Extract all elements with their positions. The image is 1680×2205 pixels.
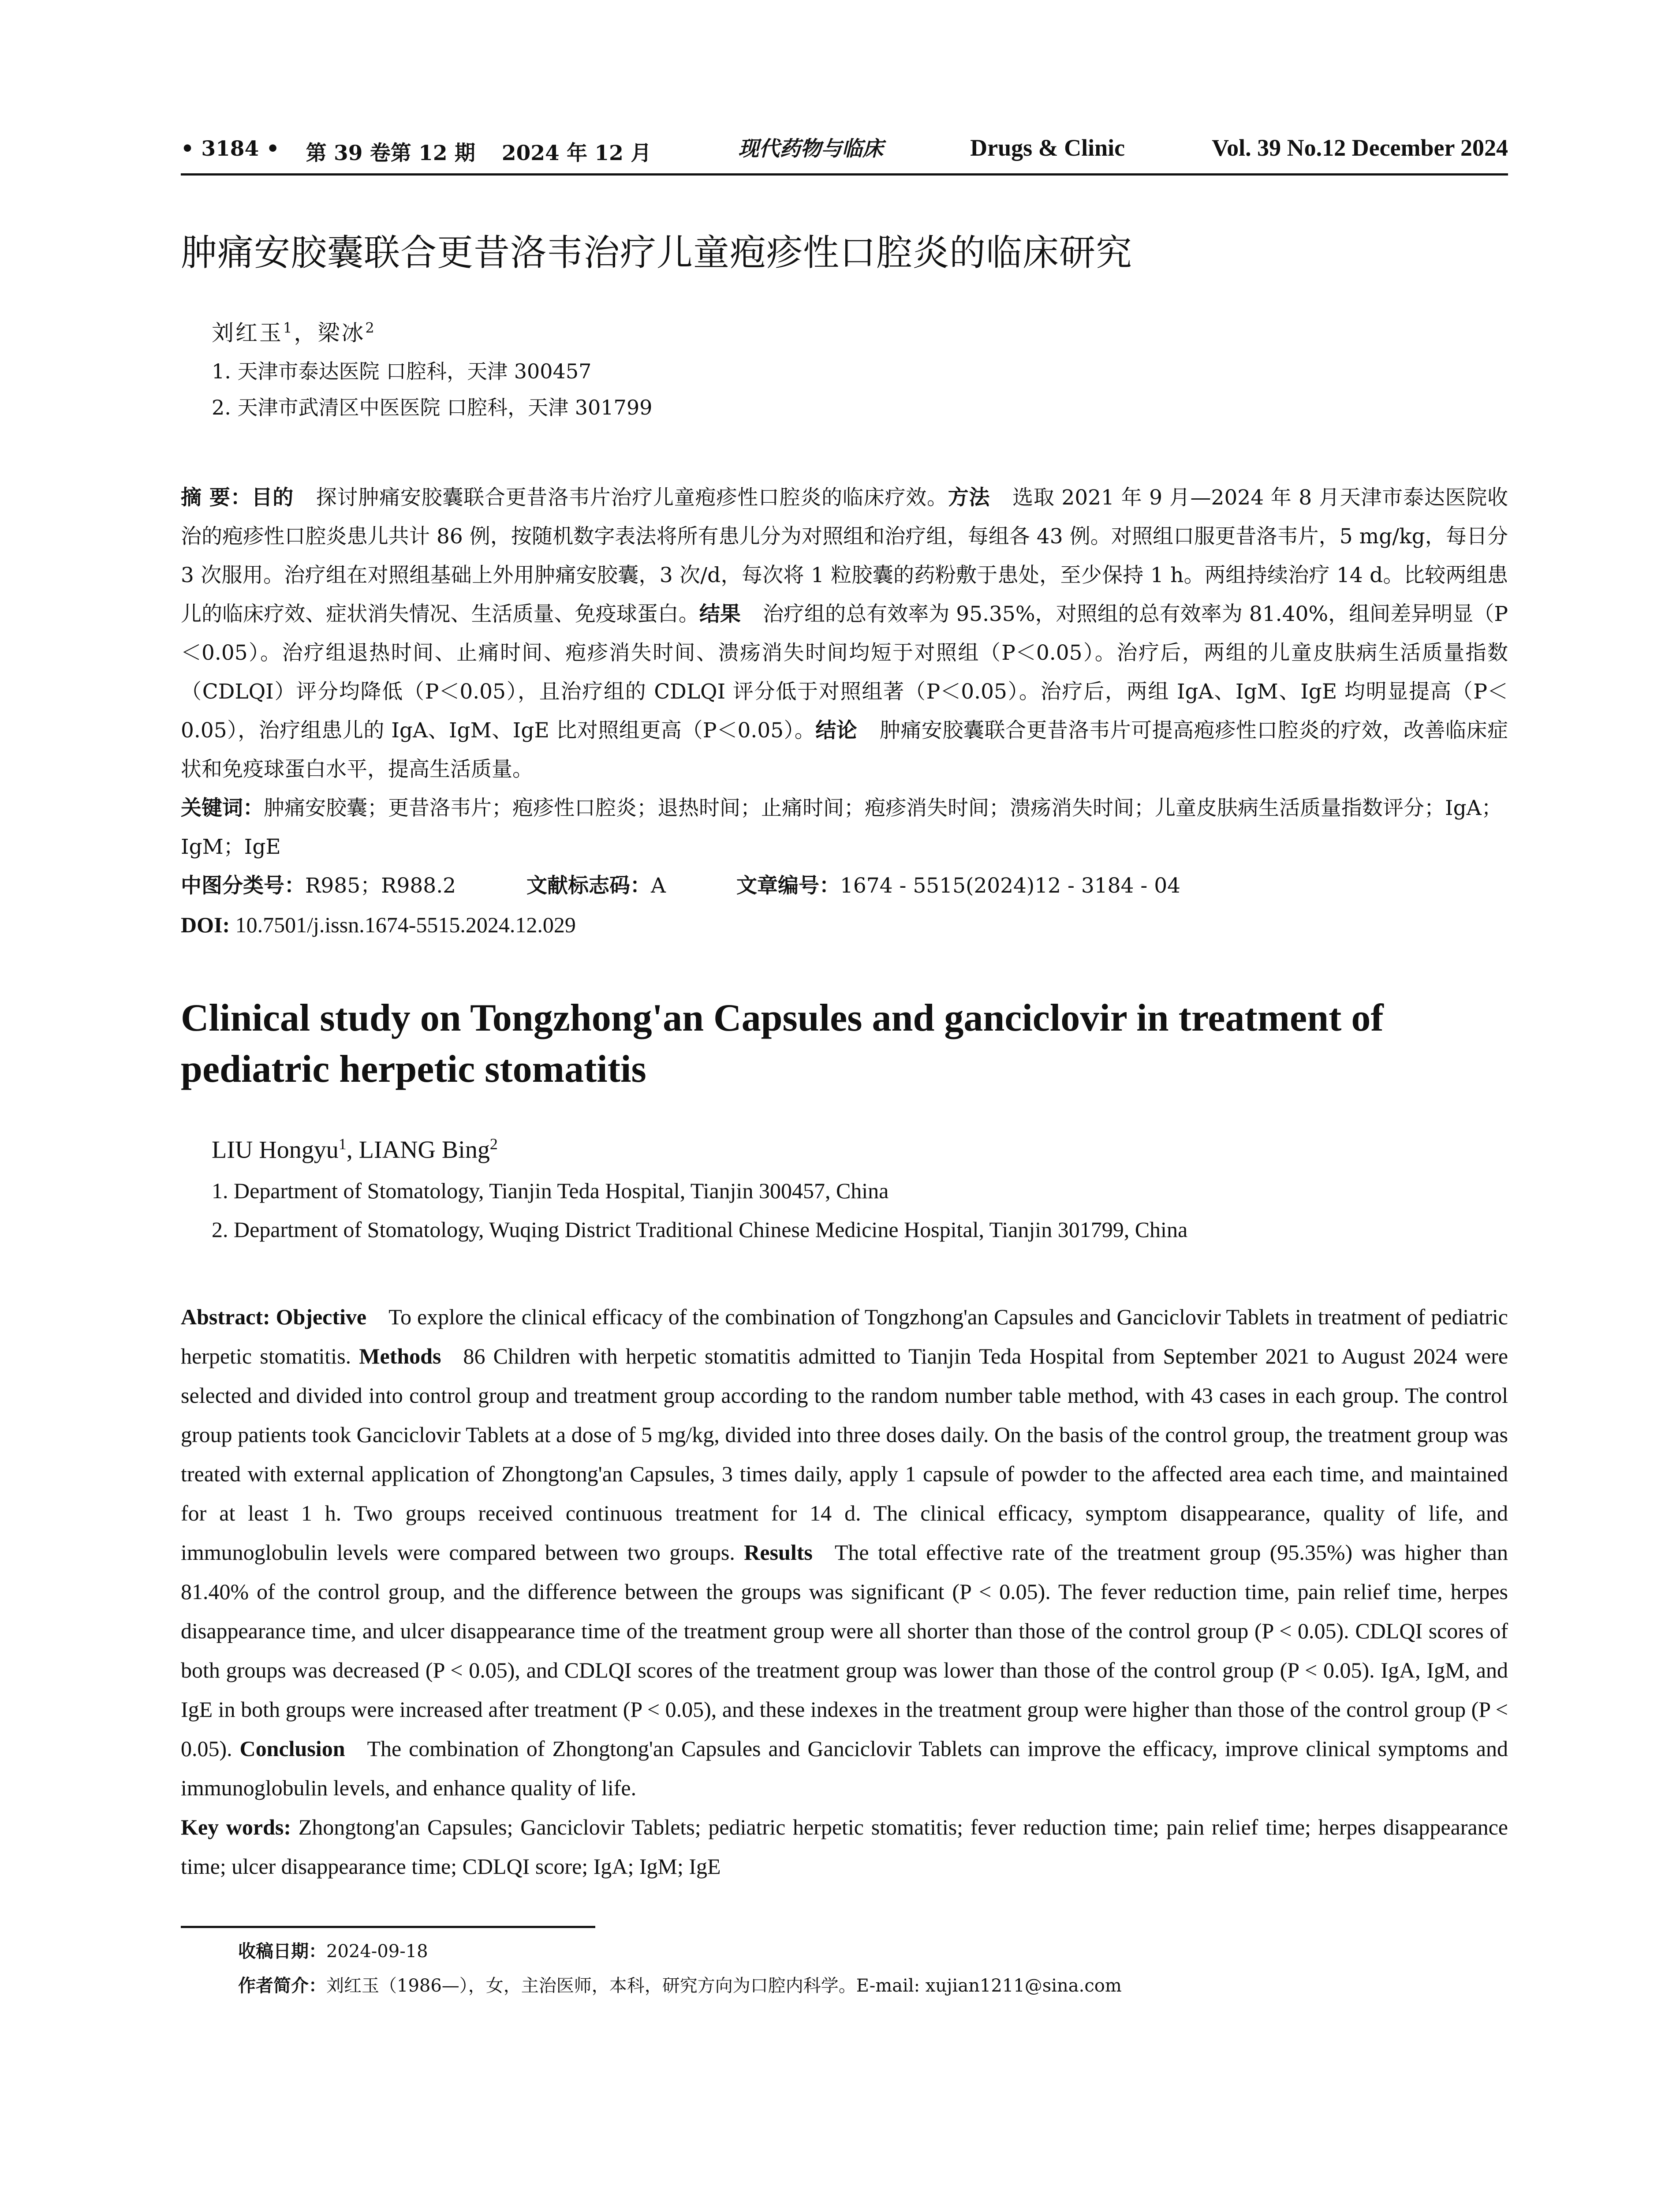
affiliations-cn: [181, 353, 1508, 426]
objective-text: 探讨肿痛安胶囊联合更昔洛韦片治疗儿童疱疹性口腔炎的临床疗效。: [315, 486, 948, 510]
bio-text: 刘红玉（1986—），女，主治医师，本科，研究方向为口腔内科学。E-mail: xujian1211@sina.com: [326, 1975, 1122, 1996]
article-number-value: 1674 - 5515(2024)12 - 3184 - 04: [840, 874, 1181, 898]
author-affiliation-mark: 2: [489, 1135, 498, 1153]
objective-text: To explore the clinical efficacy of the combination of Tongzhong'an Capsules and Ganciclovir Tablets in treatment of pediatric herpetic stomatitis.: [181, 1304, 1508, 1368]
author-name: 刘红玉: [212, 320, 283, 346]
footnote-received: [238, 1934, 1508, 1969]
methods-label: Methods: [359, 1343, 441, 1368]
affiliation-line: 2. 天津市武清区中医医院 口腔科，天津 301799: [212, 396, 653, 419]
abstract-label: Abstract:: [181, 1304, 270, 1329]
received-label: 收稿日期：: [238, 1941, 326, 1962]
footnote-divider: [181, 1926, 595, 1928]
conclusion-label: Conclusion: [239, 1736, 345, 1761]
conclusion-text: The combination of Zhongtong'an Capsules and Ganciclovir Tablets can improve the efficacy, improve clinical symptoms and immunoglobulin levels, and enhance quality of life.: [181, 1736, 1508, 1800]
journal-name-en: Drugs & Clinic: [970, 135, 1125, 161]
abstract-cn: [181, 478, 1508, 789]
author-affiliation-mark: 2: [365, 319, 376, 336]
classification-row: [181, 867, 1508, 905]
keywords-text: Zhongtong'an Capsules; Ganciclovir Tablets; pediatric herpetic stomatitis; fever reduction time; pain relief time; herpes disappearance time; ulcer disappearance time; CDLQI score; IgA; IgM; IgE: [181, 1814, 1508, 1879]
authors-en: [212, 1135, 1508, 1164]
conclusion-text: 肿痛安胶囊联合更昔洛韦片可提高疱疹性口腔炎的疗效，改善临床症状和免疫球蛋白水平，提高生活质量。: [181, 718, 1508, 781]
article-number-label: 文章编号：: [736, 874, 840, 898]
running-header-left: [181, 137, 651, 166]
volume-cn: 第 39 卷第 12 期: [306, 141, 475, 165]
affiliation-line: 1. 天津市泰达医院 口腔科，天津 300457: [212, 359, 592, 383]
author-separator: ，: [294, 320, 318, 346]
author-affiliation-mark: 1: [283, 319, 294, 336]
results-label: Results: [744, 1540, 813, 1565]
authors-cn: [212, 315, 1508, 347]
affiliations-en: [181, 1171, 1508, 1249]
date-cn: 2024 年 12 月: [501, 141, 652, 165]
results-text: 治疗组的总有效率为 95.35%，对照组的总有效率为 81.40%，组间差异明显（P＜0.05）。治疗组退热时间、止痛时间、疱疹消失时间、溃疡消失时间均短于对照组（P＜0.05）。治疗后，两组的儿童皮肤病生活质量指数（CDLQI）评分均降低（P＜0.05），且治疗组的 CDLQI 评分低于对照组著（P＜0.05）。治疗后，两组 IgA、IgM、IgE 均明显提高（P＜0.05），治疗组患儿的 IgA、IgM、IgE 比对照组更高（P＜0.05）。: [181, 602, 1508, 743]
clc-value: R985；R988.2: [305, 874, 456, 898]
objective-label: 目的: [251, 486, 294, 510]
objective-label: Objective: [276, 1304, 367, 1329]
keywords-en: [181, 1808, 1508, 1886]
author-name: LIU Hongyu: [212, 1136, 339, 1164]
received-date: 2024-09-18: [326, 1941, 428, 1962]
methods-text: 86 Children with herpetic stomatitis admitted to Tianjin Teda Hospital from September 2021 to August 2024 were selected and divided into control group and treatment group according to the random number table method, with 43 cases in each group. The control group patients took Ganciclovir Tablets at a dose of 5 mg/kg, divided into three doses daily. On the basis of the control group, the treatment group was treated with external application of Zhongtong'an Capsules, 3 times daily, apply 1 capsule of powder to the affected area each time, and maintained for at least 1 h. Two groups received continuous treatment for 14 d. The clinical efficacy, symptom disappearance, quality of life, and immunoglobulin levels were compared between two groups.: [181, 1343, 1508, 1565]
keywords-text: 肿痛安胶囊；更昔洛韦片；疱疹性口腔炎；退热时间；止痛时间；疱疹消失时间；溃疡消失时间；儿童皮肤病生活质量指数评分；IgA；IgM；IgE: [181, 796, 1502, 859]
results-text: The total effective rate of the treatment group (95.35%) was higher than 81.40% of the control group, and the difference between the groups was significant (P < 0.05). The fever reduction time, pain relief time, herpes disappearance time, and ulcer disappearance time of the treatment group were all shorter than those of the control group (P < 0.05). CDLQI scores of both groups was decreased (P < 0.05), and CDLQI scores of the treatment group was lower than those of the control group (P < 0.05). IgA, IgM, and IgE in both groups were increased after treatment (P < 0.05), and these indexes in the treatment group were higher than those of the control group (P < 0.05).: [181, 1540, 1508, 1761]
clc-number: [181, 867, 456, 905]
keywords-cn: [181, 789, 1508, 867]
doi: [181, 905, 1508, 944]
abstract-en: [181, 1297, 1508, 1808]
running-header: [181, 132, 1508, 176]
volume-en: Vol. 39 No.12 December 2024: [1212, 135, 1508, 161]
page-number: • 3184 •: [181, 137, 280, 161]
title-en: Clinical study on Tongzhong'an Capsules and ganciclovir in treatment of pediatric herpetic stomatitis: [181, 997, 1384, 1091]
doi-label: DOI:: [181, 912, 230, 937]
author-name: 梁冰: [317, 320, 366, 346]
doi-value: 10.7501/j.issn.1674-5515.2024.12.029: [235, 912, 576, 937]
document-code-value: A: [651, 874, 666, 898]
paper-page: [181, 132, 1508, 2003]
footnote-author-bio: [238, 1969, 1508, 2003]
keywords-label: Key words:: [181, 1814, 291, 1839]
author-separator: ,: [346, 1136, 359, 1164]
author-name: LIANG Bing: [358, 1136, 490, 1164]
author-affiliation-mark: 1: [338, 1135, 347, 1153]
results-label: 结果: [699, 602, 741, 626]
title-cn: 肿痛安胶囊联合更昔洛韦治疗儿童疱疹性口腔炎的临床研究: [181, 232, 1133, 274]
conclusion-label: 结论: [815, 718, 858, 743]
keywords-label: 关键词：: [181, 796, 264, 820]
abstract-label: 摘 要：: [181, 486, 252, 510]
clc-label: 中图分类号：: [181, 874, 305, 898]
methods-text: 选取 2021 年 9 月—2024 年 8 月天津市泰达医院收治的疱疹性口腔炎患儿共计 86 例，按随机数字表法将所有患儿分为对照组和治疗组，每组各 43 例。对照组口服更昔洛韦片，5 mg/kg，每日分 3 次服用。治疗组在对照组基础上外用肿痛安胶囊，3 次/d，每次将 1 粒胶囊的药粉敷于患处，至少保持 1 h。两组持续治疗 14 d。比较两组患儿的临床疗效、症状消失情况、生活质量、免疫球蛋白。: [181, 486, 1508, 626]
affiliation-line: 1. Department of Stomatology, Tianjin Teda Hospital, Tianjin 300457, China: [212, 1178, 889, 1203]
methods-label: 方法: [948, 486, 990, 510]
bio-label: 作者简介：: [238, 1975, 326, 1996]
article-number: [736, 867, 1180, 905]
document-code: [526, 867, 666, 905]
document-code-label: 文献标志码：: [526, 874, 651, 898]
affiliation-line: 2. Department of Stomatology, Wuqing District Traditional Chinese Medicine Hospital, Tianjin 301799, China: [212, 1217, 1188, 1242]
journal-name-cn: 现代药物与临床: [738, 137, 884, 161]
